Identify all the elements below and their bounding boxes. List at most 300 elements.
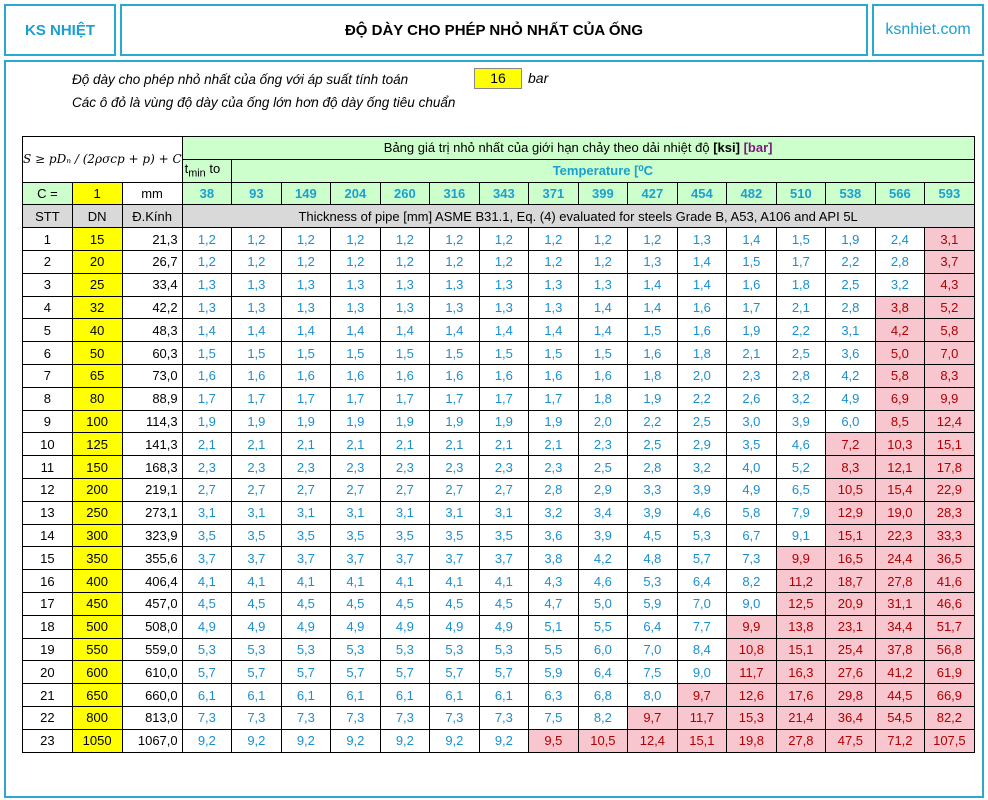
thickness-cell: 1,6 bbox=[677, 296, 727, 319]
row-diameter: 141,3 bbox=[122, 433, 182, 456]
thickness-cell: 1,5 bbox=[727, 250, 777, 273]
row-dn: 400 bbox=[72, 570, 122, 593]
thickness-cell: 1,4 bbox=[331, 319, 381, 342]
thickness-cell: 6,1 bbox=[232, 684, 282, 707]
thickness-cell: 2,2 bbox=[776, 319, 826, 342]
thickness-cell: 9,2 bbox=[331, 729, 381, 752]
thickness-cell: 2,3 bbox=[430, 456, 480, 479]
thickness-cell: 7,3 bbox=[727, 547, 777, 570]
table-row bbox=[23, 228, 975, 251]
table-row bbox=[23, 524, 975, 547]
thickness-table bbox=[22, 136, 975, 753]
thickness-cell: 15,1 bbox=[776, 638, 826, 661]
thickness-cell: 2,5 bbox=[628, 433, 678, 456]
row-diameter: 508,0 bbox=[122, 615, 182, 638]
thickness-cell: 3,1 bbox=[182, 501, 232, 524]
row-diameter: 559,0 bbox=[122, 638, 182, 661]
thickness-cell: 1,3 bbox=[479, 273, 529, 296]
row-diameter: 88,9 bbox=[122, 387, 182, 410]
thickness-cell: 5,8 bbox=[925, 319, 975, 342]
thickness-cell: 2,2 bbox=[677, 387, 727, 410]
thickness-cell: 5,7 bbox=[677, 547, 727, 570]
row-dn: 15 bbox=[72, 228, 122, 251]
table-row bbox=[23, 615, 975, 638]
thickness-cell: 4,9 bbox=[331, 615, 381, 638]
thickness-cell: 4,6 bbox=[677, 501, 727, 524]
thickness-cell: 12,1 bbox=[875, 456, 925, 479]
row-stt: 21 bbox=[23, 684, 73, 707]
row-diameter: 33,4 bbox=[122, 273, 182, 296]
thickness-cell: 7,5 bbox=[628, 661, 678, 684]
row-diameter: 48,3 bbox=[122, 319, 182, 342]
row-diameter: 610,0 bbox=[122, 661, 182, 684]
thickness-cell: 10,5 bbox=[826, 478, 876, 501]
thickness-cell: 1,3 bbox=[182, 273, 232, 296]
thickness-cell: 1,6 bbox=[529, 364, 579, 387]
thickness-cell: 9,9 bbox=[727, 615, 777, 638]
thickness-cell: 54,5 bbox=[875, 706, 925, 729]
thickness-cell: 1,5 bbox=[529, 342, 579, 365]
thickness-cell: 2,9 bbox=[677, 433, 727, 456]
thickness-cell: 1,6 bbox=[281, 364, 331, 387]
pressure-unit: bar bbox=[528, 70, 549, 86]
thickness-cell: 1,6 bbox=[479, 364, 529, 387]
thickness-cell: 2,7 bbox=[331, 478, 381, 501]
thickness-cell: 1,9 bbox=[826, 228, 876, 251]
table-row bbox=[23, 638, 975, 661]
thickness-cell: 41,6 bbox=[925, 570, 975, 593]
thickness-cell: 4,0 bbox=[727, 456, 777, 479]
site-link[interactable]: ksnhiet.com bbox=[872, 4, 984, 56]
thickness-cell: 36,5 bbox=[925, 547, 975, 570]
thickness-cell: 1,3 bbox=[430, 273, 480, 296]
thickness-cell: 6,0 bbox=[826, 410, 876, 433]
thickness-cell: 1,8 bbox=[776, 273, 826, 296]
thickness-cell: 4,5 bbox=[281, 592, 331, 615]
thickness-cell: 3,8 bbox=[529, 547, 579, 570]
thickness-cell: 12,6 bbox=[727, 684, 777, 707]
thickness-cell: 9,1 bbox=[776, 524, 826, 547]
thickness-cell: 1,5 bbox=[331, 342, 381, 365]
thickness-cell: 3,5 bbox=[232, 524, 282, 547]
tmin-to: to bbox=[209, 161, 221, 177]
thickness-cell: 2,7 bbox=[430, 478, 480, 501]
thickness-cell: 82,2 bbox=[925, 706, 975, 729]
thickness-cell: 8,3 bbox=[826, 456, 876, 479]
thickness-cell: 2,3 bbox=[380, 456, 430, 479]
thickness-cell: 3,2 bbox=[776, 387, 826, 410]
thickness-cell: 7,5 bbox=[529, 706, 579, 729]
thickness-cell: 9,9 bbox=[776, 547, 826, 570]
thickness-cell: 9,2 bbox=[479, 729, 529, 752]
thickness-cell: 10,5 bbox=[578, 729, 628, 752]
thickness-cell: 5,3 bbox=[380, 638, 430, 661]
page-title: ĐỘ DÀY CHO PHÉP NHỎ NHẤT CỦA ỐNG bbox=[120, 4, 868, 56]
thickness-cell: 3,5 bbox=[430, 524, 480, 547]
thickness-cell: 2,8 bbox=[628, 456, 678, 479]
thickness-cell: 1,5 bbox=[380, 342, 430, 365]
thickness-cell: 1,2 bbox=[529, 228, 579, 251]
thickness-cell: 2,1 bbox=[529, 433, 579, 456]
thickness-cell: 5,3 bbox=[182, 638, 232, 661]
thickness-cell: 6,5 bbox=[776, 478, 826, 501]
thickness-cell: 1,4 bbox=[677, 273, 727, 296]
thickness-cell: 25,4 bbox=[826, 638, 876, 661]
thickness-cell: 3,1 bbox=[826, 319, 876, 342]
thickness-cell: 2,1 bbox=[727, 342, 777, 365]
thickness-cell: 1,4 bbox=[281, 319, 331, 342]
thickness-cell: 4,9 bbox=[232, 615, 282, 638]
thickness-cell: 1,2 bbox=[281, 228, 331, 251]
thickness-cell: 3,9 bbox=[628, 501, 678, 524]
thickness-cell: 4,5 bbox=[628, 524, 678, 547]
thickness-cell: 1,5 bbox=[232, 342, 282, 365]
thickness-cell: 5,3 bbox=[331, 638, 381, 661]
thickness-cell: 5,7 bbox=[281, 661, 331, 684]
thickness-cell: 4,1 bbox=[331, 570, 381, 593]
thickness-cell: 2,2 bbox=[826, 250, 876, 273]
thickness-cell: 1,6 bbox=[182, 364, 232, 387]
col-stt: STT bbox=[23, 205, 73, 228]
thickness-cell: 2,5 bbox=[677, 410, 727, 433]
row-stt: 19 bbox=[23, 638, 73, 661]
thickness-cell: 18,7 bbox=[826, 570, 876, 593]
row-dn: 1050 bbox=[72, 729, 122, 752]
thickness-cell: 8,2 bbox=[727, 570, 777, 593]
thickness-cell: 3,5 bbox=[182, 524, 232, 547]
temp-header: 343 bbox=[479, 182, 529, 205]
thickness-cell: 7,9 bbox=[776, 501, 826, 524]
thickness-cell: 2,7 bbox=[182, 478, 232, 501]
thickness-cell: 1,8 bbox=[628, 364, 678, 387]
thickness-cell: 1,5 bbox=[281, 342, 331, 365]
row-stt: 22 bbox=[23, 706, 73, 729]
row-dn: 550 bbox=[72, 638, 122, 661]
temp-header: 454 bbox=[677, 182, 727, 205]
thickness-cell: 9,2 bbox=[232, 729, 282, 752]
thickness-cell: 5,0 bbox=[578, 592, 628, 615]
thickness-cell: 12,4 bbox=[628, 729, 678, 752]
table-row bbox=[23, 342, 975, 365]
thickness-cell: 2,1 bbox=[182, 433, 232, 456]
thickness-cell: 6,1 bbox=[281, 684, 331, 707]
table-row bbox=[23, 410, 975, 433]
row-stt: 1 bbox=[23, 228, 73, 251]
thickness-cell: 9,9 bbox=[925, 387, 975, 410]
thickness-cell: 2,0 bbox=[677, 364, 727, 387]
row-dn: 20 bbox=[72, 250, 122, 273]
thickness-cell: 17,6 bbox=[776, 684, 826, 707]
thickness-cell: 4,2 bbox=[578, 547, 628, 570]
thickness-cell: 4,5 bbox=[182, 592, 232, 615]
row-stt: 23 bbox=[23, 729, 73, 752]
thickness-cell: 2,3 bbox=[727, 364, 777, 387]
thickness-cell: 3,7 bbox=[182, 547, 232, 570]
thickness-cell: 4,5 bbox=[232, 592, 282, 615]
thickness-cell: 1,4 bbox=[232, 319, 282, 342]
thickness-cell: 13,8 bbox=[776, 615, 826, 638]
thickness-cell: 23,1 bbox=[826, 615, 876, 638]
thickness-cell: 2,7 bbox=[232, 478, 282, 501]
thickness-cell: 6,1 bbox=[380, 684, 430, 707]
temp-header: 149 bbox=[281, 182, 331, 205]
thickness-cell: 3,2 bbox=[529, 501, 579, 524]
thickness-cell: 3,5 bbox=[331, 524, 381, 547]
row-stt: 6 bbox=[23, 342, 73, 365]
thickness-cell: 24,4 bbox=[875, 547, 925, 570]
thickness-cell: 2,9 bbox=[578, 478, 628, 501]
table-row bbox=[23, 706, 975, 729]
thickness-cell: 5,3 bbox=[479, 638, 529, 661]
thickness-cell: 15,1 bbox=[925, 433, 975, 456]
row-dn: 200 bbox=[72, 478, 122, 501]
thickness-cell: 4,9 bbox=[727, 478, 777, 501]
thickness-cell: 5,3 bbox=[232, 638, 282, 661]
table-row bbox=[23, 547, 975, 570]
table-row bbox=[23, 296, 975, 319]
thickness-cell: 4,2 bbox=[875, 319, 925, 342]
thickness-cell: 3,1 bbox=[281, 501, 331, 524]
thickness-cell: 1,2 bbox=[578, 250, 628, 273]
thickness-cell: 1,3 bbox=[281, 273, 331, 296]
thickness-cell: 15,1 bbox=[826, 524, 876, 547]
thickness-cell: 9,2 bbox=[380, 729, 430, 752]
thickness-cell: 1,4 bbox=[677, 250, 727, 273]
row-dn: 250 bbox=[72, 501, 122, 524]
thickness-cell: 12,5 bbox=[776, 592, 826, 615]
thickness-cell: 3,1 bbox=[925, 228, 975, 251]
thickness-cell: 4,6 bbox=[578, 570, 628, 593]
tmin-t: t bbox=[184, 161, 189, 177]
thickness-cell: 3,2 bbox=[677, 456, 727, 479]
thickness-cell: 7,3 bbox=[232, 706, 282, 729]
thickness-cell: 9,0 bbox=[677, 661, 727, 684]
thickness-cell: 5,9 bbox=[628, 592, 678, 615]
thickness-cell: 2,1 bbox=[479, 433, 529, 456]
temp-header: 427 bbox=[628, 182, 678, 205]
thickness-cell: 1,4 bbox=[380, 319, 430, 342]
thickness-cell: 3,7 bbox=[281, 547, 331, 570]
thickness-cell: 6,8 bbox=[578, 684, 628, 707]
thickness-cell: 2,3 bbox=[281, 456, 331, 479]
thickness-cell: 1,8 bbox=[578, 387, 628, 410]
thickness-cell: 1,3 bbox=[677, 228, 727, 251]
thickness-cell: 7,3 bbox=[479, 706, 529, 729]
row-stt: 14 bbox=[23, 524, 73, 547]
pressure-input[interactable]: 16 bbox=[474, 68, 522, 89]
thickness-cell: 3,7 bbox=[925, 250, 975, 273]
thickness-cell: 1,5 bbox=[628, 319, 678, 342]
thickness-cell: 1,6 bbox=[727, 273, 777, 296]
thickness-cell: 8,2 bbox=[578, 706, 628, 729]
c-label: C = bbox=[23, 182, 73, 205]
row-stt: 17 bbox=[23, 592, 73, 615]
thickness-cell: 2,6 bbox=[727, 387, 777, 410]
thickness-cell: 2,3 bbox=[578, 433, 628, 456]
thickness-cell: 3,9 bbox=[677, 478, 727, 501]
row-stt: 5 bbox=[23, 319, 73, 342]
thickness-cell: 16,3 bbox=[776, 661, 826, 684]
thickness-cell: 6,4 bbox=[677, 570, 727, 593]
thickness-cell: 1,2 bbox=[479, 228, 529, 251]
thickness-cell: 1,4 bbox=[182, 319, 232, 342]
thickness-cell: 16,5 bbox=[826, 547, 876, 570]
thickness-cell: 6,1 bbox=[331, 684, 381, 707]
thickness-cell: 1,2 bbox=[331, 250, 381, 273]
thickness-cell: 2,3 bbox=[479, 456, 529, 479]
thickness-cell: 4,5 bbox=[430, 592, 480, 615]
thickness-cell: 1,9 bbox=[380, 410, 430, 433]
thickness-cell: 1,6 bbox=[628, 342, 678, 365]
thickness-caption: Thickness of pipe [mm] ASME B31.1, Eq. (4) evaluated for steels Grade B, A53, A106 and API 5L bbox=[182, 205, 974, 228]
thickness-cell: 1,9 bbox=[727, 319, 777, 342]
formula: S ≥ pDₙ / (2ρσcp + p) + C bbox=[23, 137, 183, 183]
thickness-cell: 7,3 bbox=[430, 706, 480, 729]
row-stt: 15 bbox=[23, 547, 73, 570]
thickness-cell: 71,2 bbox=[875, 729, 925, 752]
thickness-cell: 1,5 bbox=[182, 342, 232, 365]
thickness-cell: 37,8 bbox=[875, 638, 925, 661]
thickness-cell: 1,2 bbox=[182, 228, 232, 251]
thickness-cell: 6,1 bbox=[182, 684, 232, 707]
thickness-cell: 6,9 bbox=[875, 387, 925, 410]
thickness-cell: 5,3 bbox=[628, 570, 678, 593]
thickness-cell: 3,0 bbox=[727, 410, 777, 433]
thickness-cell: 1,2 bbox=[281, 250, 331, 273]
thickness-cell: 1,6 bbox=[232, 364, 282, 387]
thickness-cell: 1,9 bbox=[232, 410, 282, 433]
thickness-cell: 44,5 bbox=[875, 684, 925, 707]
row-diameter: 219,1 bbox=[122, 478, 182, 501]
thickness-cell: 1,3 bbox=[628, 250, 678, 273]
thickness-cell: 36,4 bbox=[826, 706, 876, 729]
thickness-cell: 2,7 bbox=[479, 478, 529, 501]
thickness-cell: 28,3 bbox=[925, 501, 975, 524]
row-diameter: 1067,0 bbox=[122, 729, 182, 752]
col-dn: DN bbox=[72, 205, 122, 228]
thickness-cell: 7,2 bbox=[826, 433, 876, 456]
thickness-cell: 9,2 bbox=[430, 729, 480, 752]
row-diameter: 660,0 bbox=[122, 684, 182, 707]
thickness-cell: 2,5 bbox=[578, 456, 628, 479]
c-value-input[interactable]: 1 bbox=[72, 182, 122, 205]
ksi-unit: [ksi] bbox=[713, 140, 740, 156]
thickness-cell: 10,8 bbox=[727, 638, 777, 661]
thickness-cell: 27,8 bbox=[776, 729, 826, 752]
table-row bbox=[23, 570, 975, 593]
thickness-cell: 1,7 bbox=[182, 387, 232, 410]
thickness-cell: 7,0 bbox=[628, 638, 678, 661]
row-diameter: 273,1 bbox=[122, 501, 182, 524]
thickness-cell: 3,5 bbox=[727, 433, 777, 456]
thickness-cell: 1,2 bbox=[578, 228, 628, 251]
thickness-cell: 1,9 bbox=[479, 410, 529, 433]
row-dn: 500 bbox=[72, 615, 122, 638]
row-dn: 650 bbox=[72, 684, 122, 707]
thickness-cell: 5,7 bbox=[182, 661, 232, 684]
thickness-cell: 27,6 bbox=[826, 661, 876, 684]
table-row bbox=[23, 433, 975, 456]
temp-header: 482 bbox=[727, 182, 777, 205]
thickness-cell: 12,4 bbox=[925, 410, 975, 433]
thickness-cell: 3,8 bbox=[875, 296, 925, 319]
thickness-cell: 2,3 bbox=[331, 456, 381, 479]
bar-unit: [bar] bbox=[743, 140, 773, 156]
thickness-cell: 5,3 bbox=[281, 638, 331, 661]
thickness-cell: 33,3 bbox=[925, 524, 975, 547]
row-dn: 125 bbox=[72, 433, 122, 456]
thickness-cell: 2,3 bbox=[182, 456, 232, 479]
temp-header: 371 bbox=[529, 182, 579, 205]
thickness-cell: 4,5 bbox=[380, 592, 430, 615]
thickness-cell: 19,8 bbox=[727, 729, 777, 752]
row-dn: 32 bbox=[72, 296, 122, 319]
thickness-cell: 7,7 bbox=[677, 615, 727, 638]
row-stt: 16 bbox=[23, 570, 73, 593]
thickness-cell: 1,9 bbox=[529, 410, 579, 433]
thickness-cell: 4,9 bbox=[826, 387, 876, 410]
thickness-cell: 11,7 bbox=[677, 706, 727, 729]
row-dn: 25 bbox=[72, 273, 122, 296]
row-stt: 4 bbox=[23, 296, 73, 319]
thickness-cell: 1,7 bbox=[232, 387, 282, 410]
thickness-cell: 51,7 bbox=[925, 615, 975, 638]
table-row bbox=[23, 661, 975, 684]
row-stt: 20 bbox=[23, 661, 73, 684]
temp-header: 510 bbox=[776, 182, 826, 205]
row-dn: 50 bbox=[72, 342, 122, 365]
thickness-cell: 47,5 bbox=[826, 729, 876, 752]
thickness-cell: 15,1 bbox=[677, 729, 727, 752]
thickness-cell: 8,3 bbox=[925, 364, 975, 387]
thickness-cell: 1,2 bbox=[430, 250, 480, 273]
thickness-cell: 3,5 bbox=[380, 524, 430, 547]
thickness-cell: 2,5 bbox=[826, 273, 876, 296]
row-stt: 9 bbox=[23, 410, 73, 433]
thickness-cell: 1,3 bbox=[331, 273, 381, 296]
thickness-cell: 2,8 bbox=[826, 296, 876, 319]
thickness-cell: 4,6 bbox=[776, 433, 826, 456]
thickness-cell: 4,3 bbox=[925, 273, 975, 296]
thickness-cell: 2,8 bbox=[529, 478, 579, 501]
thickness-cell: 1,3 bbox=[529, 273, 579, 296]
thickness-cell: 7,0 bbox=[677, 592, 727, 615]
thickness-cell: 1,3 bbox=[182, 296, 232, 319]
thickness-cell: 56,8 bbox=[925, 638, 975, 661]
thickness-cell: 1,6 bbox=[430, 364, 480, 387]
thickness-cell: 6,1 bbox=[430, 684, 480, 707]
thickness-cell: 1,4 bbox=[479, 319, 529, 342]
table-row bbox=[23, 364, 975, 387]
table-row bbox=[23, 250, 975, 273]
thickness-cell: 6,4 bbox=[578, 661, 628, 684]
row-diameter: 21,3 bbox=[122, 228, 182, 251]
thickness-cell: 1,8 bbox=[677, 342, 727, 365]
thickness-cell: 2,1 bbox=[380, 433, 430, 456]
thickness-cell: 4,1 bbox=[182, 570, 232, 593]
table-row bbox=[23, 387, 975, 410]
row-stt: 11 bbox=[23, 456, 73, 479]
thickness-cell: 1,2 bbox=[232, 250, 282, 273]
thickness-cell: 2,7 bbox=[380, 478, 430, 501]
row-stt: 18 bbox=[23, 615, 73, 638]
thickness-cell: 5,9 bbox=[529, 661, 579, 684]
row-diameter: 323,9 bbox=[122, 524, 182, 547]
thickness-cell: 3,6 bbox=[826, 342, 876, 365]
thickness-cell: 1,6 bbox=[677, 319, 727, 342]
thickness-cell: 1,2 bbox=[380, 250, 430, 273]
thickness-cell: 3,7 bbox=[331, 547, 381, 570]
